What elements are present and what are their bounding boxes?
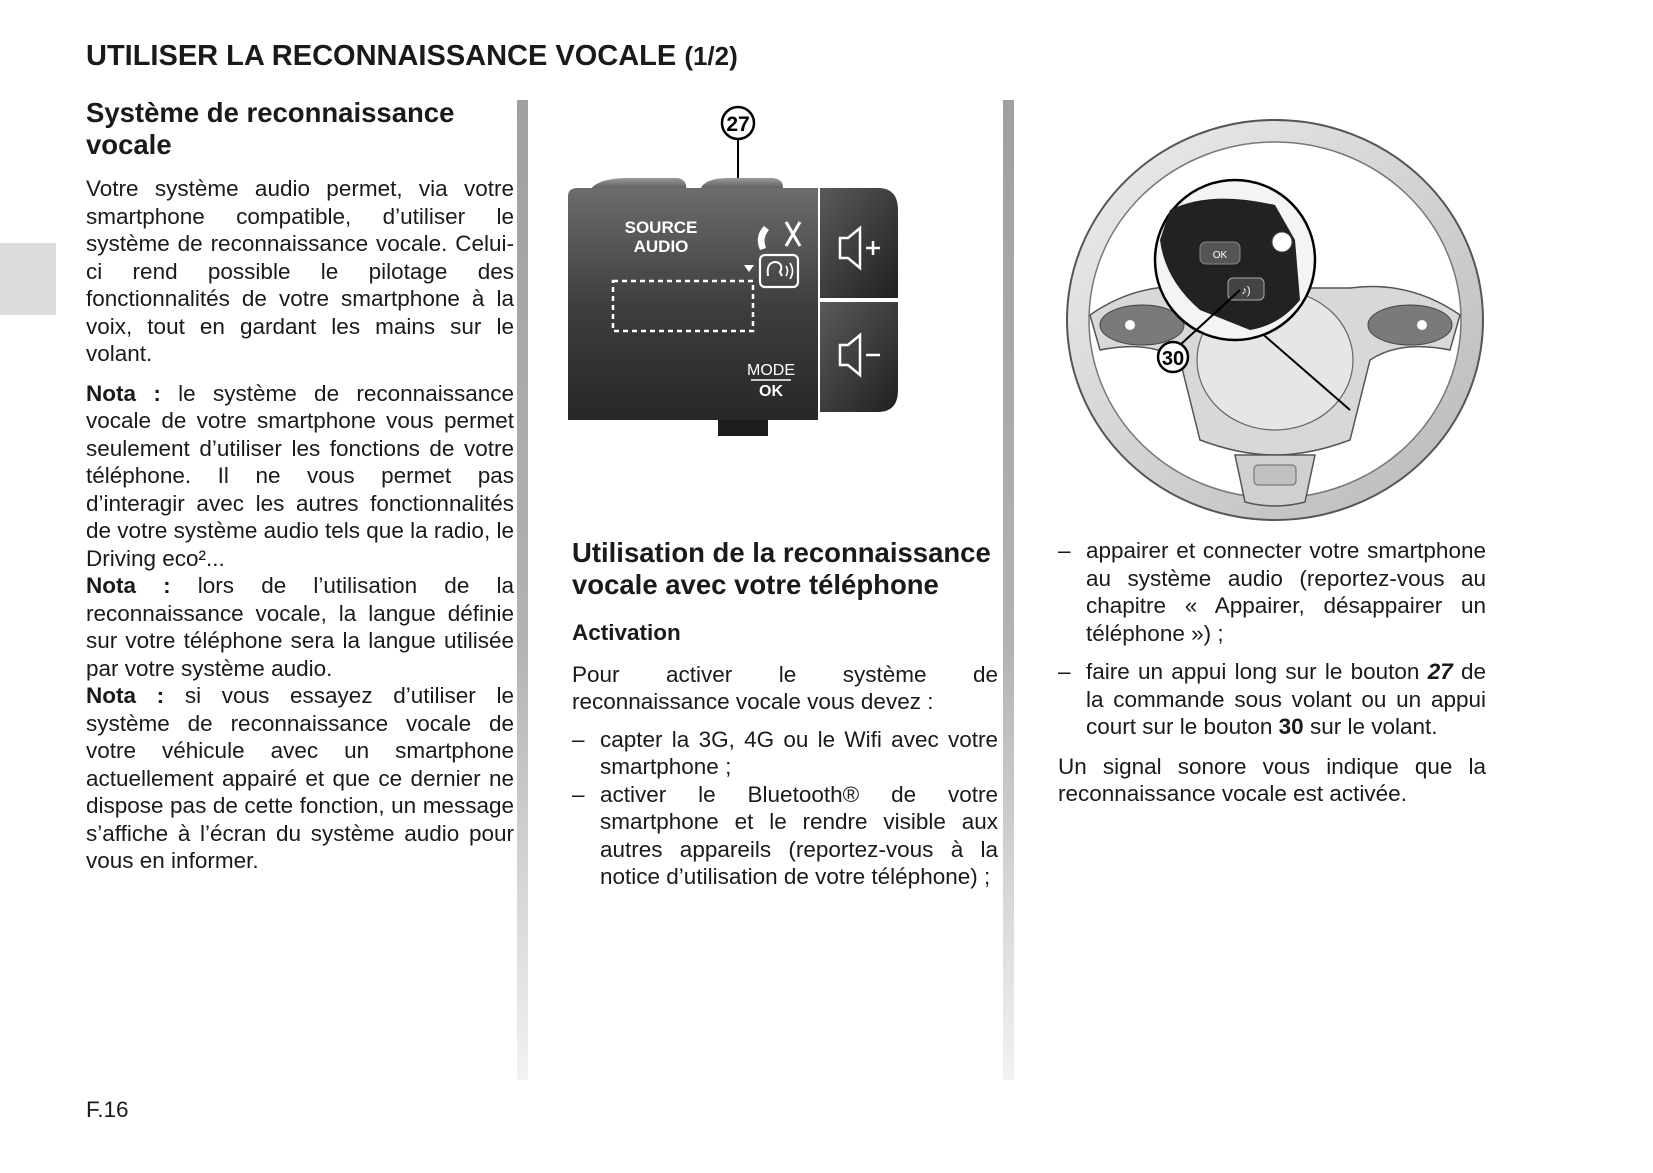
column-divider-right — [1003, 100, 1014, 1080]
column-1 — [86, 97, 514, 875]
activation-list — [572, 726, 998, 891]
callout-30: 30 — [1161, 348, 1185, 370]
note-3 — [86, 682, 514, 875]
page-title — [86, 40, 738, 73]
column-3 — [1058, 537, 1486, 808]
left-button-pad — [1100, 305, 1184, 345]
step-text: faire un appui long sur le bouton — [1086, 659, 1420, 684]
button-ref-30: 30 — [1278, 714, 1304, 739]
step-text: de la commande sous volant ou un appui court sur le bouton — [1086, 659, 1486, 739]
zoomed-ok-label: OK — [1212, 250, 1228, 261]
note-2 — [86, 572, 514, 682]
button-ref-27: 27 — [1427, 659, 1453, 684]
note-text: si vous essayez d’utiliser le système de reconnaissance vocale de votre véhicule avec un smartphone actuellement appairé et que ce dernier ne dispose pas de cette fonction, un message s’affiche à l’écran du système audio pour vous en informer. — [86, 683, 514, 873]
intro-paragraph: Votre système audio permet, via votre smartphone compatible, d’utiliser le système de reconnaissance vocale. Celui-ci rend possible le pilotage des fonctionnalités de votre smartphone à la voix, tout en gardant les mains sur le volant. — [86, 176, 514, 366]
note-label: Nota : — [86, 380, 161, 406]
page-title-text: UTILISER LA RECONNAISSANCE VOCALE — [86, 40, 677, 72]
page-number: F.16 — [86, 1097, 129, 1122]
column-2 — [572, 537, 998, 891]
right-pad-button — [1417, 320, 1427, 330]
page-part: (1/2) — [684, 41, 738, 71]
list-item: – appairer et connecter votre smartphone au système audio (reportez-vous au chapitre « Appairer, désappairer un téléphone ») ; — [1058, 537, 1486, 647]
zoomed-scroll-wheel — [1272, 232, 1292, 252]
ok-label: OK — [759, 383, 783, 400]
column-divider-left — [517, 100, 528, 1080]
note-text: le système de reconnaissance vocale de votre smartphone vous permet seulement d’utiliser les fonctions de votre téléphone. Il ne vous permet pas d’interagir avec les autres fonctionnalités de votre système audio tels que la radio, le Driving eco²... — [86, 380, 514, 571]
source-label-2: AUDIO — [633, 237, 689, 256]
subheading: Activation — [572, 620, 681, 645]
section-heading: Système de reconnaissance vocale — [86, 97, 455, 160]
step-text: sur le volant. — [1309, 714, 1438, 739]
note-label: Nota : — [86, 573, 171, 598]
steps-list — [1058, 537, 1486, 741]
mode-label: MODE — [747, 362, 795, 379]
figure-column-control — [568, 100, 988, 470]
callout-27: 27 — [726, 113, 750, 136]
right-button-pad — [1368, 305, 1452, 345]
figure-steering-wheel — [1050, 110, 1500, 530]
section-tab — [0, 243, 56, 315]
list-item: – capter la 3G, 4G ou le Wifi avec votre smartphone ; — [572, 726, 998, 781]
bottom-spoke-trim — [1254, 465, 1296, 485]
list-item — [1058, 658, 1486, 741]
mode-ok-button — [718, 420, 768, 436]
closing-paragraph: Un signal sonore vous indique que la reconnaissance vocale est activée. — [1058, 753, 1486, 806]
svg-text:♪): ♪) — [1241, 285, 1251, 297]
section-heading: Utilisation de la reconnaissance vocale avec votre téléphone — [572, 537, 991, 600]
note-text: lors de l’utilisation de la reconnaissance vocale, la langue définie sur votre téléphone sera la langue utilisée par votre système audio. — [86, 573, 514, 681]
column-control-illustration — [568, 100, 988, 470]
source-label-1: SOURCE — [624, 218, 698, 237]
steering-wheel-icon — [1050, 110, 1500, 530]
note-label: Nota : — [86, 683, 165, 708]
activation-intro: Pour activer le système de reconnaissance vocale vous devez : — [572, 661, 998, 714]
left-pad-button — [1125, 320, 1135, 330]
note-1 — [86, 380, 514, 573]
list-item: – activer le Bluetooth® de votre smartphone et le rendre visible aux autres appareils (reportez-vous à la notice d’utilisation de votre téléphone) ; — [572, 781, 998, 891]
